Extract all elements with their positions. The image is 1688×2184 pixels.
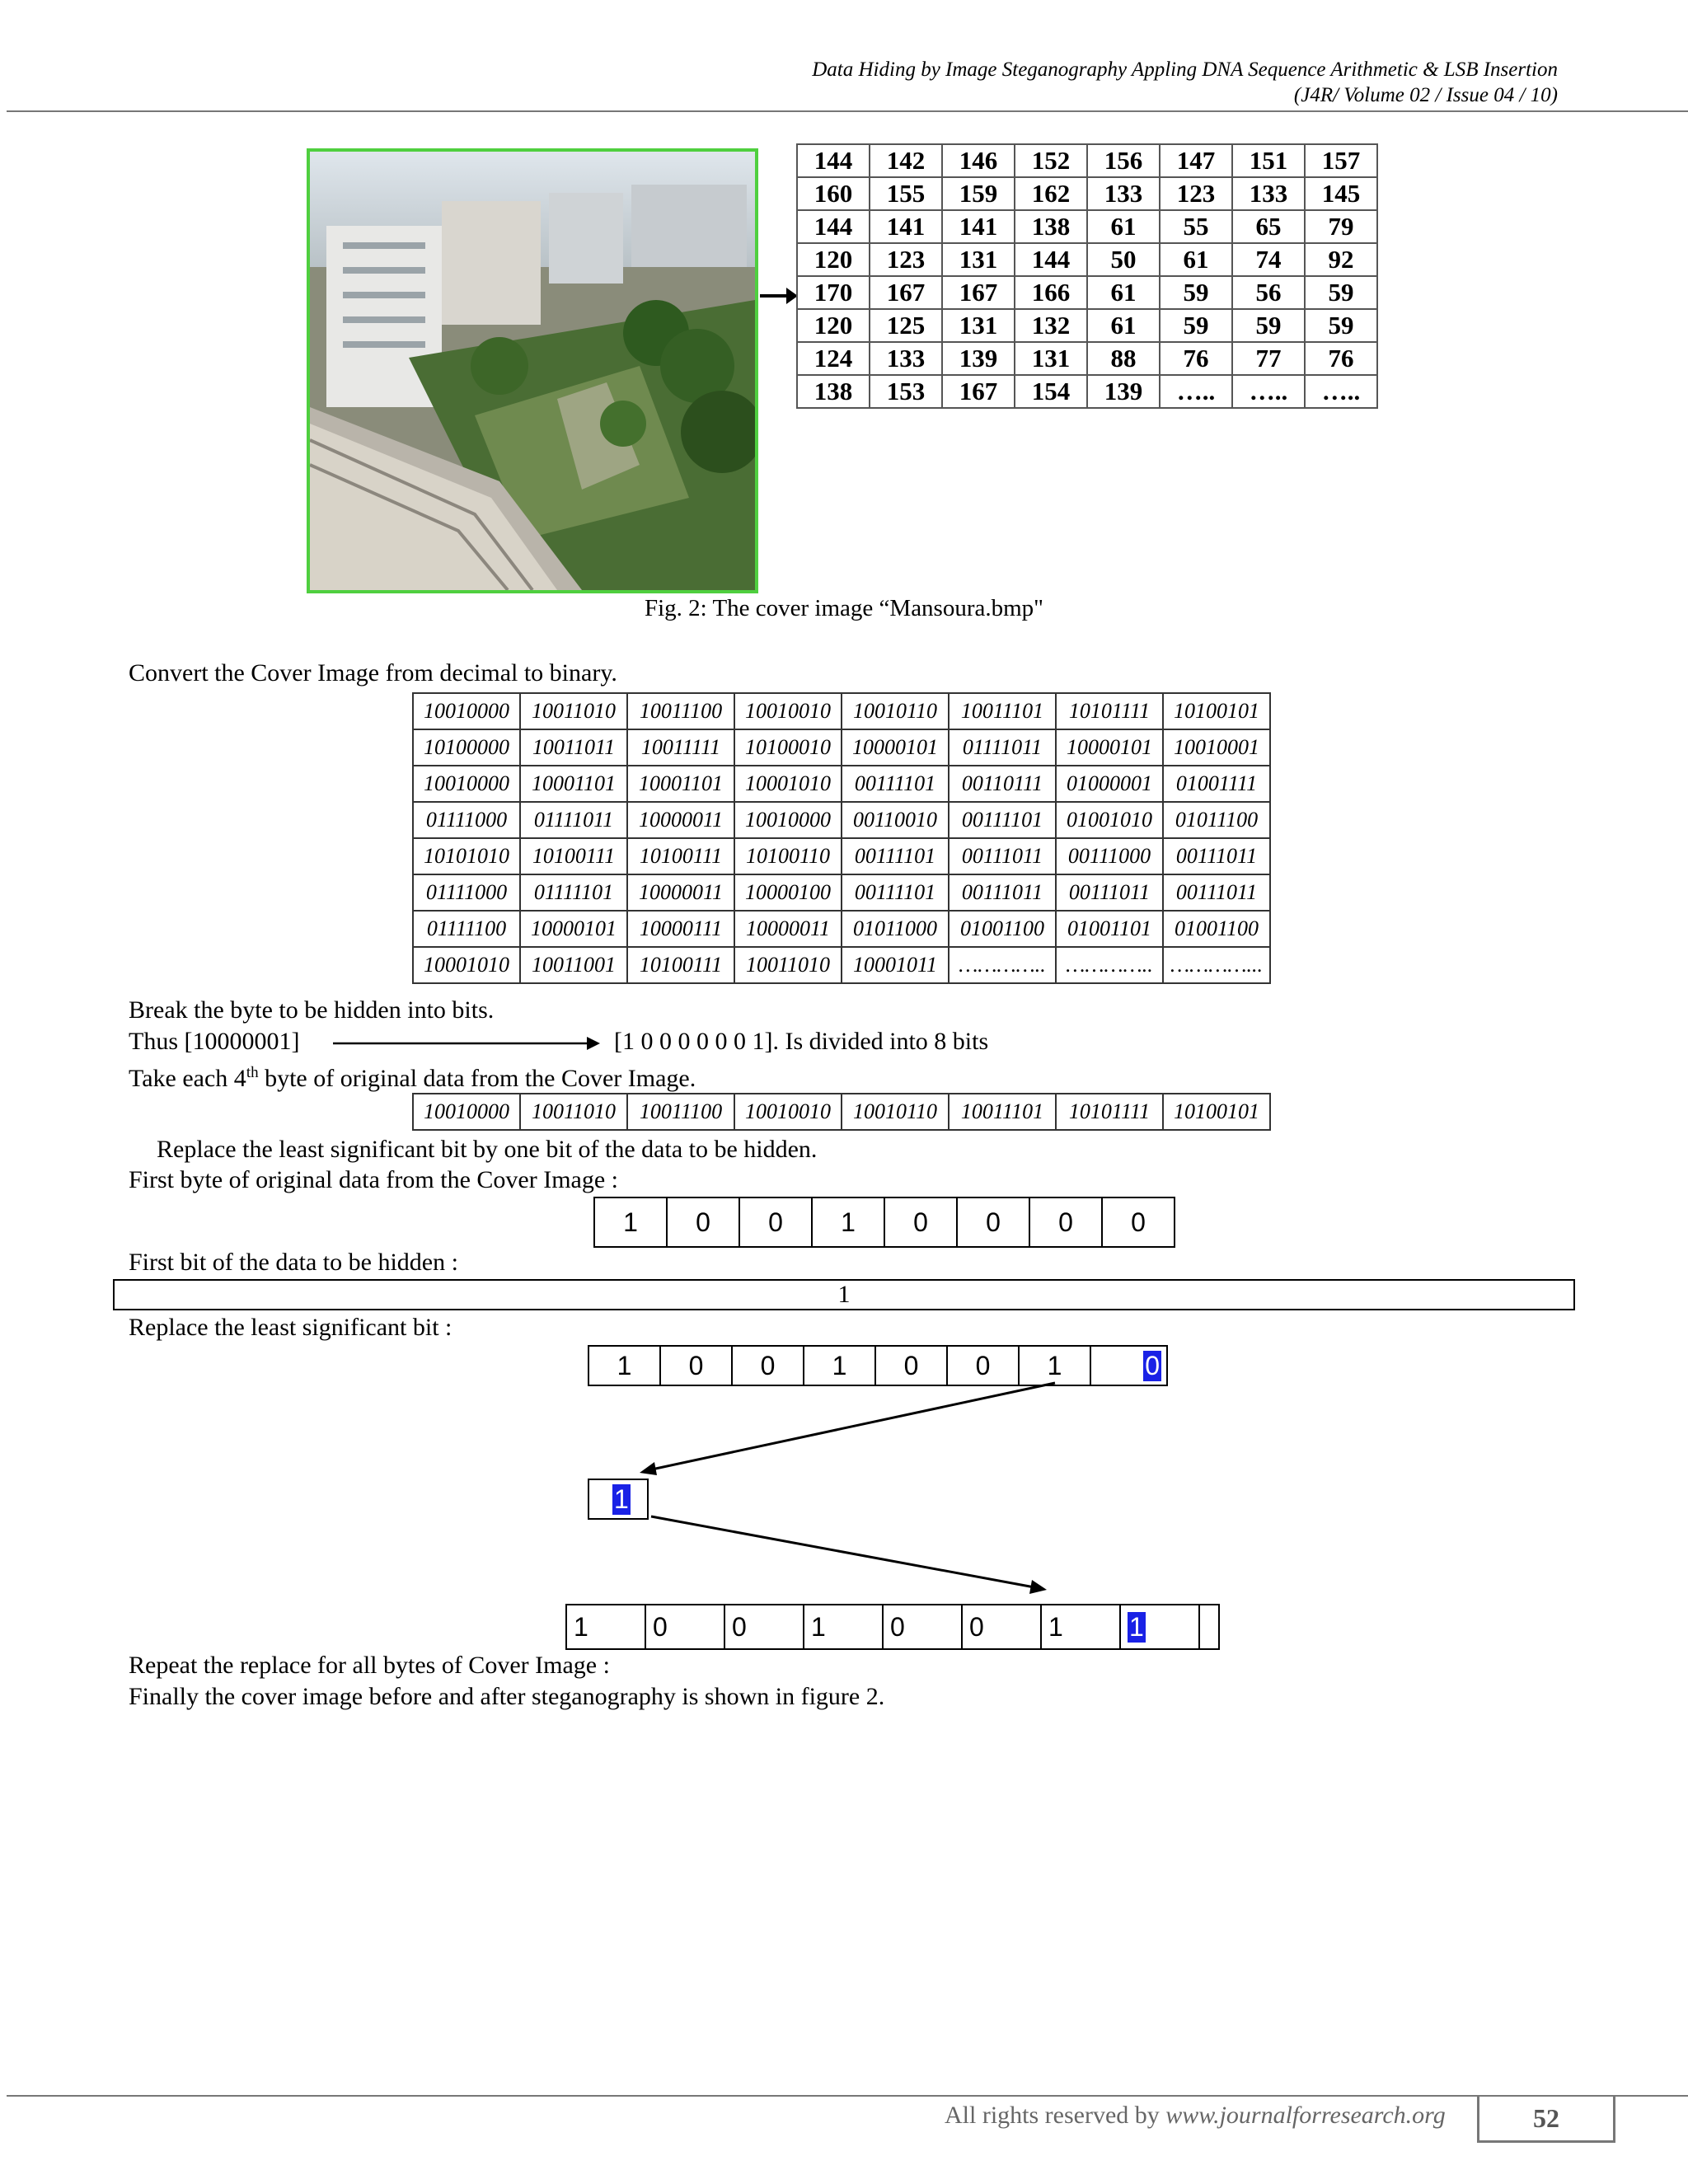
pixel-cell: 131 bbox=[1015, 342, 1087, 375]
binary-cell: 10011111 bbox=[627, 729, 734, 766]
break-text: Break the byte to be hidden into bits. bbox=[129, 996, 495, 1024]
pixel-cell: 159 bbox=[942, 177, 1015, 210]
binary-cell: 10011010 bbox=[520, 1094, 627, 1130]
binary-cell: 10011101 bbox=[949, 1094, 1056, 1130]
pixel-cell: 79 bbox=[1305, 210, 1377, 243]
pixel-cell: 157 bbox=[1305, 144, 1377, 177]
binary-cell: 00111101 bbox=[842, 766, 949, 802]
binary-cell: 01111000 bbox=[413, 802, 520, 838]
pixel-cell: 146 bbox=[942, 144, 1015, 177]
pixel-cell: 56 bbox=[1232, 276, 1305, 309]
binary-cell: 10000011 bbox=[627, 874, 734, 911]
binary-cell: 01111000 bbox=[413, 874, 520, 911]
binary-cell: 00111011 bbox=[949, 874, 1056, 911]
binary-cell: 10010000 bbox=[413, 1094, 520, 1130]
bit-cell-spacer bbox=[1199, 1605, 1219, 1649]
binary-cell: 01011000 bbox=[842, 911, 949, 947]
binary-cell: 10010000 bbox=[413, 693, 520, 729]
bit-value: 1 bbox=[1129, 1611, 1144, 1642]
bit-value: 0 bbox=[768, 1207, 783, 1237]
pixel-cell: 162 bbox=[1015, 177, 1087, 210]
pixel-cell: 59 bbox=[1160, 309, 1232, 342]
binary-cell: 10010010 bbox=[734, 1094, 842, 1130]
pixel-cell: 141 bbox=[942, 210, 1015, 243]
pixel-cell: 133 bbox=[1087, 177, 1160, 210]
binary-cell: 10100111 bbox=[627, 947, 734, 983]
pixel-cell: 131 bbox=[942, 309, 1015, 342]
binary-cell: 10000111 bbox=[627, 911, 734, 947]
binary-cell: 00111011 bbox=[949, 838, 1056, 874]
bit-value: 1 bbox=[841, 1207, 856, 1237]
pixel-cell: 123 bbox=[1160, 177, 1232, 210]
bit-value: 0 bbox=[903, 1350, 919, 1380]
bit-cell bbox=[724, 1605, 804, 1649]
pixel-cell: 120 bbox=[797, 309, 870, 342]
bit-value: 1 bbox=[832, 1350, 847, 1380]
repeat-text: Repeat the replace for all bytes of Cover Image : bbox=[129, 1652, 610, 1679]
bit-cell bbox=[1041, 1605, 1120, 1649]
pixel-cell: 132 bbox=[1015, 309, 1087, 342]
first-byte-text: First byte of original data from the Cover Image : bbox=[129, 1166, 619, 1193]
bit-value: 0 bbox=[732, 1611, 747, 1642]
pixel-cell: 142 bbox=[870, 144, 942, 177]
pixel-cell: ….. bbox=[1232, 375, 1305, 408]
bit-value: 0 bbox=[760, 1350, 776, 1380]
bit-value: 1 bbox=[811, 1611, 826, 1642]
pixel-cell: 144 bbox=[797, 210, 870, 243]
bit-value: 0 bbox=[696, 1207, 710, 1237]
binary-cell: 10011010 bbox=[520, 693, 627, 729]
binary-cell: 10010010 bbox=[734, 693, 842, 729]
binary-cell: 10001101 bbox=[627, 766, 734, 802]
after-bits bbox=[565, 1604, 1220, 1650]
binary-cell: 00110111 bbox=[949, 766, 1056, 802]
binary-cell: 10000100 bbox=[734, 874, 842, 911]
footer-rights bbox=[945, 2102, 1446, 2130]
binary-cell: 10011010 bbox=[734, 947, 842, 983]
binary-cell: 00111101 bbox=[949, 802, 1056, 838]
pixel-cell: 76 bbox=[1160, 342, 1232, 375]
binary-cell: 10100010 bbox=[734, 729, 842, 766]
pixel-cell: 138 bbox=[1015, 210, 1087, 243]
pixel-cell: 124 bbox=[797, 342, 870, 375]
pixel-cell: 144 bbox=[1015, 243, 1087, 276]
pixel-cell: 167 bbox=[870, 276, 942, 309]
thus-right-text: [1 0 0 0 0 0 0 1]. Is divided into 8 bits bbox=[614, 1028, 989, 1055]
binary-cell: 10001101 bbox=[520, 766, 627, 802]
bit-value: 1 bbox=[574, 1611, 588, 1642]
pixel-cell: 153 bbox=[870, 375, 942, 408]
bit-value: 0 bbox=[969, 1611, 984, 1642]
pixel-cell: 123 bbox=[870, 243, 942, 276]
take-each-post: byte of original data from the Cover Image. bbox=[258, 1065, 696, 1092]
pixel-cell: 120 bbox=[797, 243, 870, 276]
binary-cell: 10000101 bbox=[520, 911, 627, 947]
pixel-cell: 145 bbox=[1305, 177, 1377, 210]
pixel-cell: 61 bbox=[1087, 276, 1160, 309]
binary-cell: 00111011 bbox=[1056, 874, 1163, 911]
binary-cell: 01001100 bbox=[1163, 911, 1270, 947]
binary-cell: 01111011 bbox=[520, 802, 627, 838]
binary-cell: 01000001 bbox=[1056, 766, 1163, 802]
bit-cell bbox=[566, 1605, 645, 1649]
pixel-cell: 61 bbox=[1160, 243, 1232, 276]
single-bit-box bbox=[588, 1479, 649, 1520]
replace-lsb-text: Replace the least significant bit by one bit of the data to be hidden. bbox=[157, 1136, 818, 1163]
pixel-cell: 170 bbox=[797, 276, 870, 309]
pixel-cell: 167 bbox=[942, 375, 1015, 408]
bit-value: 0 bbox=[975, 1350, 991, 1380]
binary-cell: 10010001 bbox=[1163, 729, 1270, 766]
footer-prefix: All rights reserved by bbox=[945, 2102, 1166, 2129]
bit-value: 0 bbox=[653, 1611, 668, 1642]
replace-bit-text: Replace the least significant bit : bbox=[129, 1314, 452, 1341]
binary-cell: 01001101 bbox=[1056, 911, 1163, 947]
binary-cell: 10100111 bbox=[520, 838, 627, 874]
binary-cell: 10010110 bbox=[842, 1094, 949, 1130]
pixel-cell: 155 bbox=[870, 177, 942, 210]
binary-cell: 01111101 bbox=[520, 874, 627, 911]
take-each-pre: Take each 4 bbox=[129, 1065, 246, 1092]
finally-text: Finally the cover image before and after steganography is shown in figure 2. bbox=[129, 1683, 885, 1710]
binary-cell: 00111011 bbox=[1163, 874, 1270, 911]
pixel-cell: 154 bbox=[1015, 375, 1087, 408]
pixel-cell: 59 bbox=[1232, 309, 1305, 342]
single-bit-cell bbox=[588, 1479, 648, 1519]
binary-cell: …………... bbox=[1163, 947, 1270, 983]
take-each-sup: th bbox=[246, 1064, 259, 1081]
pixel-cell: 50 bbox=[1087, 243, 1160, 276]
pixel-cell: 59 bbox=[1305, 276, 1377, 309]
bit-value: 0 bbox=[986, 1207, 1001, 1237]
binary-cell: 01111011 bbox=[949, 729, 1056, 766]
pixel-cell: 61 bbox=[1087, 210, 1160, 243]
binary-cell: 10000011 bbox=[627, 802, 734, 838]
first-bit-text: First bit of the data to be hidden : bbox=[129, 1249, 458, 1276]
figure-caption: Fig. 2: The cover image “Mansoura.bmp" bbox=[644, 595, 1044, 621]
binary-cell: 10010000 bbox=[413, 766, 520, 802]
bit-cell bbox=[962, 1605, 1041, 1649]
pixel-cell: 138 bbox=[797, 375, 870, 408]
pixel-cell: 59 bbox=[1160, 276, 1232, 309]
binary-cell: 10010110 bbox=[842, 693, 949, 729]
thus-left-text: Thus [10000001] bbox=[129, 1028, 300, 1055]
pixel-cell: 156 bbox=[1087, 144, 1160, 177]
bit-value: 1 bbox=[1048, 1611, 1063, 1642]
bit-cell bbox=[804, 1605, 883, 1649]
bit-value: 1 bbox=[623, 1207, 638, 1237]
pixel-cell: 77 bbox=[1232, 342, 1305, 375]
footer-url[interactable]: www.journalforresearch.org bbox=[1165, 2102, 1446, 2129]
pixel-cell: 160 bbox=[797, 177, 870, 210]
binary-cell: 10100000 bbox=[413, 729, 520, 766]
binary-cell: 10001011 bbox=[842, 947, 949, 983]
pixel-cell: 55 bbox=[1160, 210, 1232, 243]
pixel-cell: 59 bbox=[1305, 309, 1377, 342]
single-bit-value: 1 bbox=[614, 1483, 629, 1514]
binary-cell: 01001010 bbox=[1056, 802, 1163, 838]
bit-value: 0 bbox=[688, 1350, 704, 1380]
binary-cell: 00111011 bbox=[1163, 838, 1270, 874]
bit-cell bbox=[1120, 1605, 1199, 1649]
binary-cell: 10101111 bbox=[1056, 693, 1163, 729]
pixel-cell: 141 bbox=[870, 210, 942, 243]
pixel-cell: 166 bbox=[1015, 276, 1087, 309]
binary-cell: 10100111 bbox=[627, 838, 734, 874]
pixel-cell: 139 bbox=[1087, 375, 1160, 408]
binary-cell: 10100101 bbox=[1163, 1094, 1270, 1130]
pixel-cell: 151 bbox=[1232, 144, 1305, 177]
binary-cell: 00111101 bbox=[842, 838, 949, 874]
pixel-cell: 167 bbox=[942, 276, 1015, 309]
running-header-title: Data Hiding by Image Steganography Appling DNA Sequence Arithmetic & LSB Insertion bbox=[812, 59, 1558, 81]
pixel-cell: 139 bbox=[942, 342, 1015, 375]
pixel-cell: 144 bbox=[797, 144, 870, 177]
binary-cell: 01001111 bbox=[1163, 766, 1270, 802]
hidden-bit-box: 1 bbox=[113, 1279, 1575, 1310]
pixel-cell: 88 bbox=[1087, 342, 1160, 375]
binary-cell: 10011001 bbox=[520, 947, 627, 983]
pixel-cell: 131 bbox=[942, 243, 1015, 276]
binary-cell: 10001010 bbox=[734, 766, 842, 802]
binary-cell: 10000101 bbox=[842, 729, 949, 766]
binary-cell: 10011101 bbox=[949, 693, 1056, 729]
binary-cell: 10000011 bbox=[734, 911, 842, 947]
convert-text: Convert the Cover Image from decimal to binary. bbox=[129, 659, 617, 687]
pixel-cell: 65 bbox=[1232, 210, 1305, 243]
bit-value: 0 bbox=[1058, 1207, 1073, 1237]
bit-value: 0 bbox=[1145, 1350, 1160, 1380]
pixel-cell: 152 bbox=[1015, 144, 1087, 177]
pixel-cell: 74 bbox=[1232, 243, 1305, 276]
binary-cell: 01011100 bbox=[1163, 802, 1270, 838]
binary-cell: 00111101 bbox=[842, 874, 949, 911]
pixel-cell: 76 bbox=[1305, 342, 1377, 375]
bit-value: 1 bbox=[1047, 1350, 1062, 1380]
binary-cell: ………….. bbox=[1056, 947, 1163, 983]
pixel-cell: ….. bbox=[1305, 375, 1377, 408]
binary-cell: 10101111 bbox=[1056, 1094, 1163, 1130]
pixel-cell: 147 bbox=[1160, 144, 1232, 177]
binary-cell: 10001010 bbox=[413, 947, 520, 983]
binary-cell: 10100101 bbox=[1163, 693, 1270, 729]
pixel-cell: 125 bbox=[870, 309, 942, 342]
bit-cell bbox=[645, 1605, 724, 1649]
binary-cell: 10000101 bbox=[1056, 729, 1163, 766]
bit-value: 0 bbox=[1131, 1207, 1146, 1237]
pixel-cell: 133 bbox=[1232, 177, 1305, 210]
binary-cell: 10011100 bbox=[627, 693, 734, 729]
bit-value: 1 bbox=[617, 1350, 632, 1380]
binary-cell: 10010000 bbox=[734, 802, 842, 838]
binary-cell: 01001100 bbox=[949, 911, 1056, 947]
footer-rule bbox=[7, 2095, 1688, 2097]
bit-value: 0 bbox=[890, 1611, 905, 1642]
binary-cell: ………….. bbox=[949, 947, 1056, 983]
pixel-cell: ….. bbox=[1160, 375, 1232, 408]
binary-cell: 01111100 bbox=[413, 911, 520, 947]
bit-value: 0 bbox=[913, 1207, 928, 1237]
binary-cell: 00111000 bbox=[1056, 838, 1163, 874]
running-header-issue: (J4R/ Volume 02 / Issue 04 / 10) bbox=[1293, 84, 1558, 106]
pixel-cell: 92 bbox=[1305, 243, 1377, 276]
binary-cell: 10011100 bbox=[627, 1094, 734, 1130]
pixel-cell: 133 bbox=[870, 342, 942, 375]
binary-cell: 10100110 bbox=[734, 838, 842, 874]
page-number: 52 bbox=[1477, 2095, 1615, 2143]
bit-cell bbox=[883, 1605, 962, 1649]
pixel-cell: 61 bbox=[1087, 309, 1160, 342]
binary-cell: 10011011 bbox=[520, 729, 627, 766]
binary-cell: 10101010 bbox=[413, 838, 520, 874]
binary-cell: 00110010 bbox=[842, 802, 949, 838]
